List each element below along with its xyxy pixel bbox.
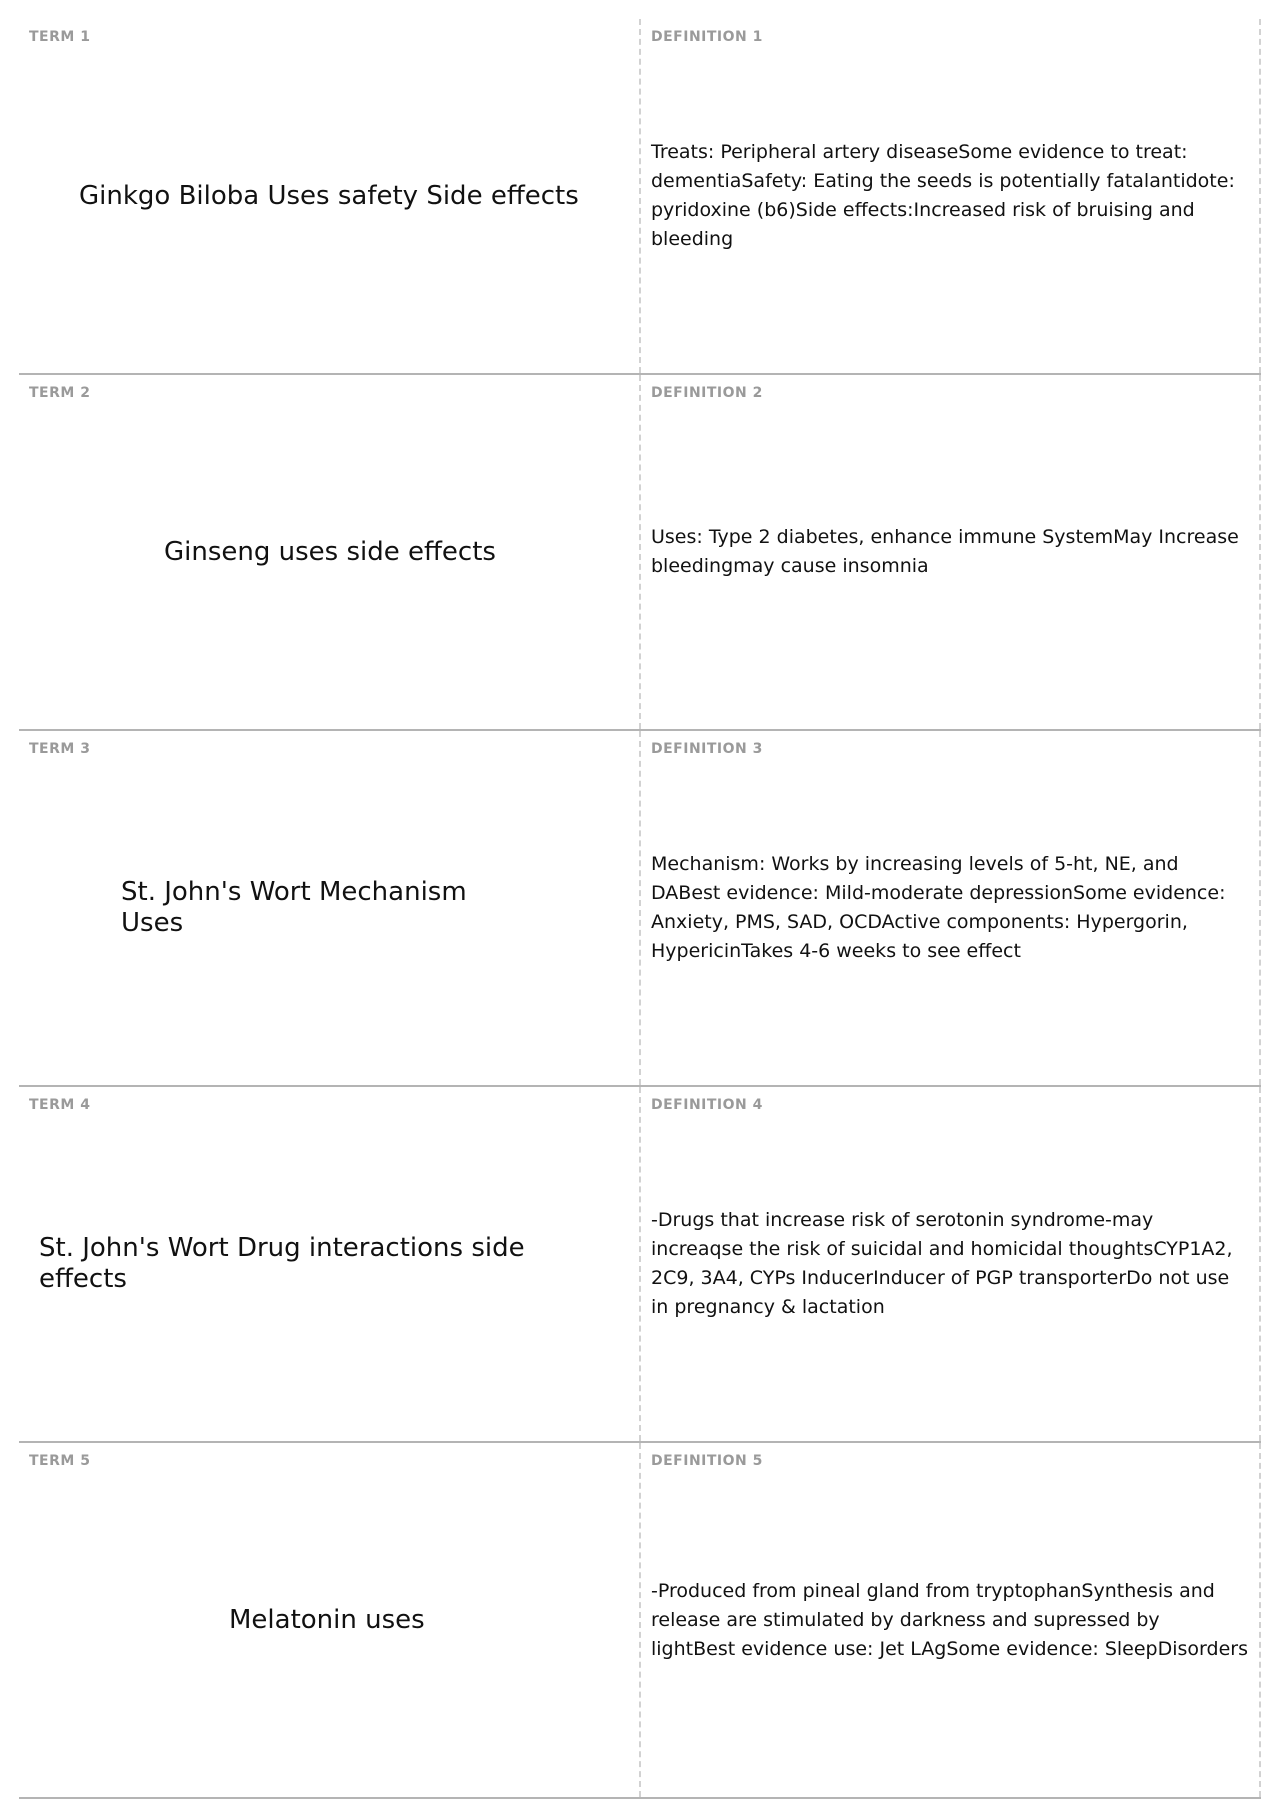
- definition-label: DEFINITION 5: [651, 1453, 763, 1469]
- term-label: TERM 4: [29, 1097, 91, 1113]
- flashcard-sheet: [19, 19, 1261, 1799]
- card-row-2: [19, 375, 1261, 731]
- card-row-3: [19, 731, 1261, 1087]
- definition-label: DEFINITION 2: [651, 385, 763, 401]
- definition-text: [651, 731, 1249, 1085]
- term-text: St. John's Wort Mechanism Uses: [121, 877, 467, 938]
- definition-body: Mechanism: Works by increasing levels of 5-ht, NE, and DABest evidence: Mild-moderate depressionSome evidence: Anxiety, PMS, SAD, OCDActive components: Hypergorin, HypericinTakes 4-6 weeks to see effect: [651, 853, 1226, 962]
- definition-body: Uses: Type 2 diabetes, enhance immune SystemMay Increase bleedingmay cause insomnia: [651, 526, 1239, 577]
- term-label: TERM 3: [29, 741, 91, 757]
- term-cell: [19, 1087, 641, 1441]
- term-cell: [19, 375, 641, 729]
- definition-body: Treats: Peripheral artery diseaseSome evidence to treat: dementiaSafety: Eating the seeds is potentially fatalantidote: pyridoxine (b6)Side effects:Increased risk of bruising and bleeding: [651, 141, 1235, 250]
- term-label: TERM 1: [29, 29, 91, 45]
- card-row-5: [19, 1443, 1261, 1799]
- definition-body: -Drugs that increase risk of serotonin syndrome-may increaqse the risk of suicidal and homicidal thoughtsCYP1A2, 2C9, 3A4, CYPs InducerInducer of PGP transporterDo not use in pregnancy & lactation: [651, 1209, 1233, 1318]
- definition-text: [651, 375, 1249, 729]
- definition-label: DEFINITION 1: [651, 29, 763, 45]
- definition-cell: [641, 1087, 1261, 1441]
- term-text: Ginkgo Biloba Uses safety Side effects: [79, 180, 579, 211]
- term-cell: [19, 1443, 641, 1797]
- term-label: TERM 5: [29, 1453, 91, 1469]
- term-text: Ginseng uses side effects: [164, 536, 496, 567]
- term-label: TERM 2: [29, 385, 91, 401]
- definition-text: [651, 1443, 1249, 1797]
- term-text: St. John's Wort Drug interactions side effects: [39, 1233, 525, 1294]
- definition-cell: [641, 731, 1261, 1085]
- definition-label: DEFINITION 4: [651, 1097, 763, 1113]
- term-text: Melatonin uses: [229, 1604, 425, 1635]
- definition-cell: [641, 1443, 1261, 1797]
- definition-label: DEFINITION 3: [651, 741, 763, 757]
- card-row-1: [19, 19, 1261, 375]
- definition-text: [651, 19, 1249, 373]
- definition-cell: [641, 375, 1261, 729]
- definition-body: -Produced from pineal gland from tryptophanSynthesis and release are stimulated by darkness and supressed by lightBest evidence use: Jet LAgSome evidence: SleepDisorders: [651, 1579, 1248, 1660]
- card-row-4: [19, 1087, 1261, 1443]
- definition-cell: [641, 19, 1261, 373]
- definition-text: [651, 1087, 1249, 1441]
- term-cell: [19, 19, 641, 373]
- term-cell: [19, 731, 641, 1085]
